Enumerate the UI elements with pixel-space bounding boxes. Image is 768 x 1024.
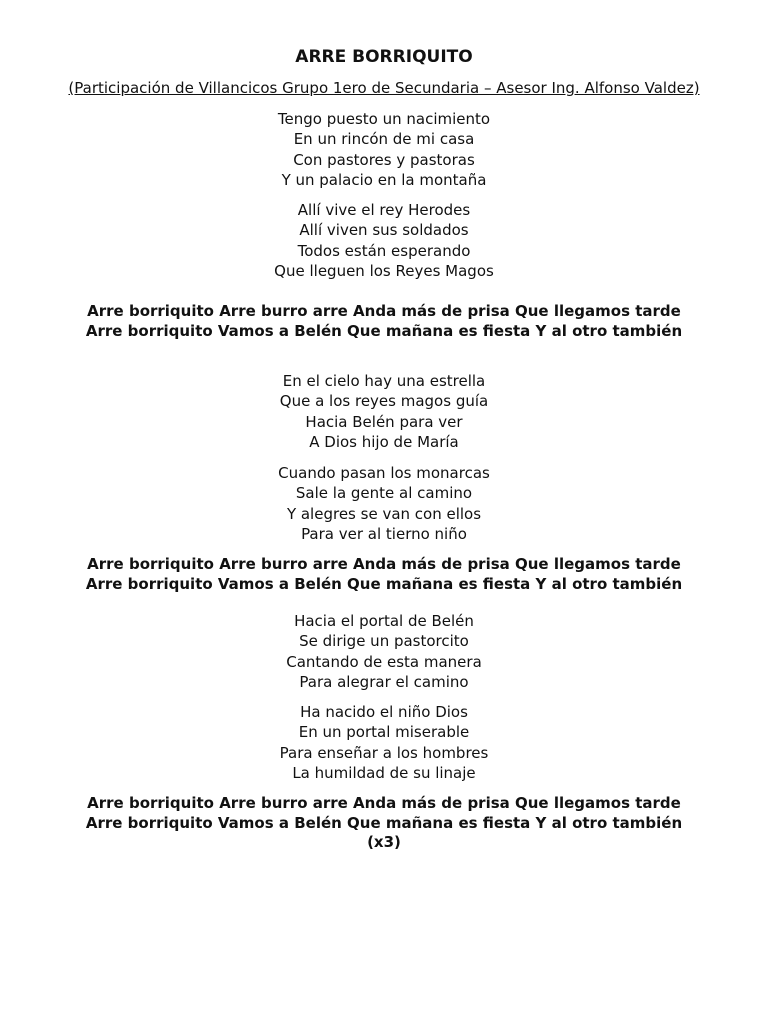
verse-line: Para enseñar a los hombres (279, 743, 489, 762)
chorus-line: Arre borriquito Vamos a Belén Que mañana es fiesta Y al otro también (85, 574, 683, 593)
chorus-line: Arre borriquito Arre burro arre Anda más de prisa Que llegamos tarde (87, 794, 681, 812)
verse-line: Todos están esperando (297, 241, 471, 260)
verse-line: En un rincón de mi casa (293, 130, 475, 149)
verse-line: Para ver al tierno niño (301, 525, 467, 544)
verse-line: Que a los reyes magos guía (279, 392, 489, 411)
verse-line: Cuando pasan los monarcas (278, 464, 490, 482)
chorus-1 (0, 302, 768, 341)
stanza-2 (0, 200, 768, 282)
stanza-3 (0, 371, 768, 453)
verse-line: Y alegres se van con ellos (286, 504, 482, 523)
verse-line: En el cielo hay una estrella (282, 372, 486, 390)
chorus-2 (0, 555, 768, 594)
verse-line: Sale la gente al camino (295, 484, 473, 503)
chorus-line: Arre borriquito Arre burro arre Anda más de prisa Que llegamos tarde (87, 555, 681, 573)
verse-line: Para alegrar el camino (299, 673, 469, 692)
stanza-6 (0, 702, 768, 784)
chorus-line: Arre borriquito Vamos a Belén Que mañana es fiesta Y al otro también (85, 321, 683, 340)
verse-line: En un portal miserable (298, 723, 470, 742)
stanza-5 (0, 611, 768, 693)
verse-line: Cantando de esta manera (286, 652, 482, 671)
verse-line: Hacia Belén para ver (305, 412, 463, 431)
chorus-line: Arre borriquito Arre burro arre Anda más de prisa Que llegamos tarde (87, 302, 681, 320)
chorus-3 (0, 794, 768, 853)
repeat-marker: (x3) (367, 833, 401, 852)
stanza-1 (0, 109, 768, 191)
verse-line: Allí vive el rey Herodes (297, 201, 471, 219)
verse-line: Ha nacido el niño Dios (300, 703, 468, 721)
stanza-4 (0, 463, 768, 545)
verse-line: Y un palacio en la montaña (281, 171, 487, 190)
verse-line: Allí viven sus soldados (299, 221, 469, 240)
song-subtitle: (Participación de Villancicos Grupo 1ero de Secundaria – Asesor Ing. Alfonso Valdez) (68, 79, 700, 97)
verse-line: Se dirige un pastorcito (299, 632, 469, 651)
chorus-line: Arre borriquito Vamos a Belén Que mañana es fiesta Y al otro también (85, 813, 683, 832)
verse-line: Que lleguen los Reyes Magos (274, 262, 494, 281)
verse-line: Tengo puesto un nacimiento (277, 110, 491, 128)
verse-line: Hacia el portal de Belén (294, 612, 474, 630)
verse-line: A Dios hijo de María (309, 433, 459, 452)
verse-line: Con pastores y pastoras (293, 150, 475, 169)
song-title: ARRE BORRIQUITO (295, 47, 473, 67)
verse-line: La humildad de su linaje (292, 764, 476, 783)
